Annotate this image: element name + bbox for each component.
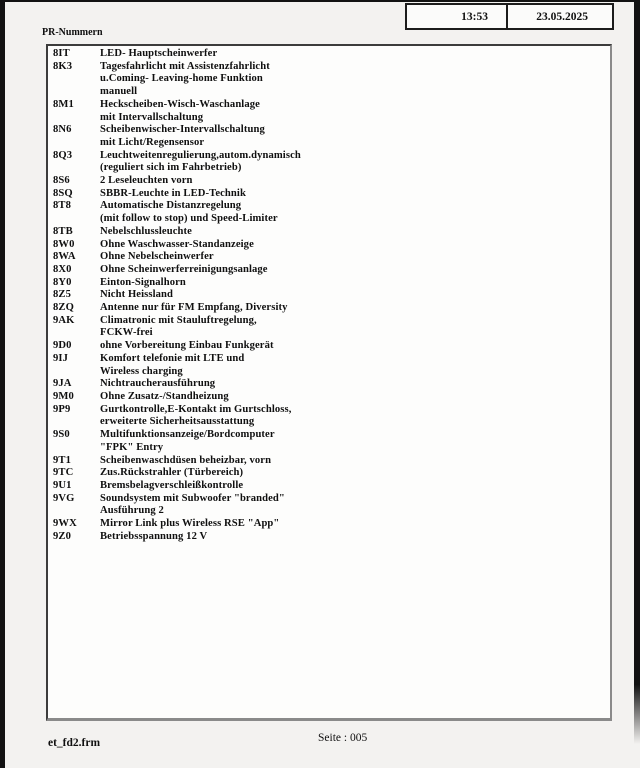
pr-code: 8W0 xyxy=(53,238,75,250)
pr-desc-line: LED- Hauptscheinwerfer xyxy=(100,48,218,59)
pr-code: 9Z0 xyxy=(53,530,71,542)
pr-desc xyxy=(100,289,602,302)
pr-code: 9WX xyxy=(53,518,77,530)
pr-code: 9JA xyxy=(53,378,72,390)
pr-entry-row xyxy=(53,277,602,290)
pr-entry-row xyxy=(53,493,602,518)
scan-edge-right xyxy=(634,0,640,744)
pr-code: 8N6 xyxy=(53,124,72,136)
scan-edge-left xyxy=(0,0,5,768)
pr-desc-line: Ohne Scheinwerferreinigungsanlage xyxy=(100,263,268,275)
pr-entry-row xyxy=(53,404,602,429)
pr-desc-line: Tagesfahrlicht mit Assistenzfahrlicht xyxy=(100,60,270,72)
pr-desc-line: Mirror Link plus Wireless RSE "App" xyxy=(100,518,280,530)
pr-desc-line: u.Coming- Leaving-home Funktion xyxy=(100,73,263,85)
pr-desc xyxy=(100,175,602,188)
pr-desc-line: Ohne Waschwasser-Standanzeige xyxy=(100,238,254,250)
pr-desc-line: Nichtraucherausführung xyxy=(100,378,216,390)
pr-desc xyxy=(100,277,602,290)
pr-entry-row xyxy=(53,124,602,149)
pr-entry-row xyxy=(53,455,602,468)
pr-desc-line: 2 Leseleuchten vorn xyxy=(100,175,193,187)
pr-entry-row xyxy=(53,264,602,277)
pr-desc-line: Scheibenwaschdüsen beheizbar, vorn xyxy=(100,454,272,466)
section-label: PR-Nummern xyxy=(42,27,103,38)
pr-entry-row xyxy=(53,480,602,493)
pr-code: 8K3 xyxy=(53,60,73,72)
pr-desc-line: Climatronic mit Stauluftregelung, xyxy=(100,314,257,326)
pr-entry-row xyxy=(53,226,602,239)
pr-desc xyxy=(100,531,602,544)
pr-desc-line: Bremsbelagverschleißkontrolle xyxy=(100,479,244,491)
pr-desc-line: Zus.Rückstrahler (Türbereich) xyxy=(100,467,244,479)
footer-filename: et_fd2.frm xyxy=(48,737,101,749)
pr-code: 9P9 xyxy=(53,403,71,415)
pr-code: 8Z5 xyxy=(53,289,71,301)
pr-code: 9TC xyxy=(53,467,74,479)
pr-code: 9D0 xyxy=(53,340,72,352)
pr-entry-row xyxy=(53,353,602,378)
pr-desc-line: erweiterte Sicherheitsausstattung xyxy=(100,416,255,428)
pr-desc xyxy=(100,150,602,175)
pr-desc-line: Ausführung 2 xyxy=(100,505,164,517)
pr-desc-line: Ohne Nebelscheinwerfer xyxy=(100,251,214,263)
pr-entry-row xyxy=(53,61,602,99)
pr-code: 9AK xyxy=(53,314,75,326)
pr-desc-line: Soundsystem mit Subwoofer "branded" xyxy=(100,492,285,504)
pr-desc xyxy=(100,48,602,61)
pr-desc-line: Scheibenwischer-Intervallschaltung xyxy=(100,124,265,136)
pr-desc-line: mit Intervallschaltung xyxy=(100,111,204,123)
pr-code: 9U1 xyxy=(53,479,72,491)
pr-code: 8WA xyxy=(53,251,76,263)
pr-entry-row xyxy=(53,251,602,264)
pr-desc-line: SBBR-Leuchte in LED-Technik xyxy=(100,187,246,199)
footer-page-number: Seite : 005 xyxy=(318,732,368,744)
pr-desc-line: Wireless charging xyxy=(100,365,183,377)
pr-entries xyxy=(46,44,612,721)
date-stamp: 23.05.2025 xyxy=(536,10,588,23)
time-stamp: 13:53 xyxy=(407,5,508,28)
pr-code: 8IT xyxy=(53,48,70,59)
pr-desc-line: ohne Vorbereitung Einbau Funkgerät xyxy=(100,340,274,352)
pr-desc xyxy=(100,391,602,404)
pr-desc xyxy=(100,340,602,353)
pr-code: 8ZQ xyxy=(53,302,74,314)
pr-code: 8Y0 xyxy=(53,276,72,288)
pr-desc-line: manuell xyxy=(100,86,138,98)
pr-desc xyxy=(100,404,602,429)
pr-desc-line: FCKW-frei xyxy=(100,327,153,339)
pr-desc xyxy=(100,315,602,340)
pr-desc-line: Antenne nur für FM Empfang, Diversity xyxy=(100,302,288,314)
pr-desc xyxy=(100,188,602,201)
pr-desc-line: Nebelschlussleuchte xyxy=(100,225,192,237)
pr-entry-row xyxy=(53,289,602,302)
pr-desc-line: mit Licht/Regensensor xyxy=(100,136,205,148)
pr-desc xyxy=(100,61,602,99)
pr-code: 8SQ xyxy=(53,187,73,199)
pr-desc xyxy=(100,302,602,315)
pr-entry-row xyxy=(53,467,602,480)
pr-desc xyxy=(100,124,602,149)
pr-entry-row xyxy=(53,391,602,404)
pr-desc-line: Heckscheiben-Wisch-Waschanlage xyxy=(100,98,260,110)
pr-desc xyxy=(100,200,602,225)
pr-desc xyxy=(100,467,602,480)
pr-desc-line: Ohne Zusatz-/Standheizung xyxy=(100,390,229,402)
pr-entry-row xyxy=(53,99,602,124)
scan-edge-top xyxy=(0,0,640,2)
pr-desc-line: (mit follow to stop) und Speed-Limiter xyxy=(100,213,278,225)
pr-code: 8S6 xyxy=(53,175,70,187)
pr-desc xyxy=(100,518,602,531)
pr-desc xyxy=(100,353,602,378)
pr-desc-line: Betriebsspannung 12 V xyxy=(100,530,208,542)
pr-desc-line: Nicht Heissland xyxy=(100,289,174,301)
pr-desc-line: Einton-Signalhorn xyxy=(100,276,186,288)
pr-code: 9IJ xyxy=(53,352,69,364)
pr-entry-row xyxy=(53,150,602,175)
pr-code: 8X0 xyxy=(53,263,72,275)
pr-desc xyxy=(100,480,602,493)
pr-entry-row xyxy=(53,429,602,454)
pr-entry-row xyxy=(53,378,602,391)
pr-desc-line: Komfort telefonie mit LTE und xyxy=(100,352,245,364)
pr-desc-line: (reguliert sich im Fahrbetrieb) xyxy=(100,162,242,174)
datetime-stamp-box xyxy=(405,3,614,30)
pr-entry-row xyxy=(53,48,602,61)
pr-desc xyxy=(100,251,602,264)
pr-code: 9T1 xyxy=(53,454,71,466)
pr-entry-row xyxy=(53,175,602,188)
pr-desc xyxy=(100,264,602,277)
pr-desc xyxy=(100,226,602,239)
pr-entry-row xyxy=(53,188,602,201)
pr-entry-row xyxy=(53,518,602,531)
pr-entry-row xyxy=(53,340,602,353)
pr-desc-line: Multifunktionsanzeige/Bordcomputer xyxy=(100,429,275,441)
pr-desc xyxy=(100,378,602,391)
pr-desc-line: Leuchtweitenregulierung,autom.dynamisch xyxy=(100,149,301,161)
pr-desc-line: Automatische Distanzregelung xyxy=(100,200,242,212)
pr-code: 9VG xyxy=(53,492,75,504)
pr-entry-row xyxy=(53,531,602,544)
pr-entry-row xyxy=(53,302,602,315)
pr-code: 8TB xyxy=(53,225,73,237)
pr-entry-row xyxy=(53,200,602,225)
pr-code: 8T8 xyxy=(53,200,71,212)
pr-desc xyxy=(100,455,602,468)
pr-entry-row xyxy=(53,315,602,340)
pr-desc xyxy=(100,429,602,454)
pr-desc xyxy=(100,99,602,124)
pr-desc-line: Gurtkontrolle,E-Kontakt im Gurtschloss, xyxy=(100,403,292,415)
pr-code: 8Q3 xyxy=(53,149,73,161)
pr-desc xyxy=(100,239,602,252)
pr-code: 9S0 xyxy=(53,429,70,441)
pr-desc xyxy=(100,493,602,518)
pr-code: 8M1 xyxy=(53,98,74,110)
pr-entry-row xyxy=(53,239,602,252)
pr-desc-line: "FPK" Entry xyxy=(100,441,164,453)
pr-code: 9M0 xyxy=(53,390,74,402)
